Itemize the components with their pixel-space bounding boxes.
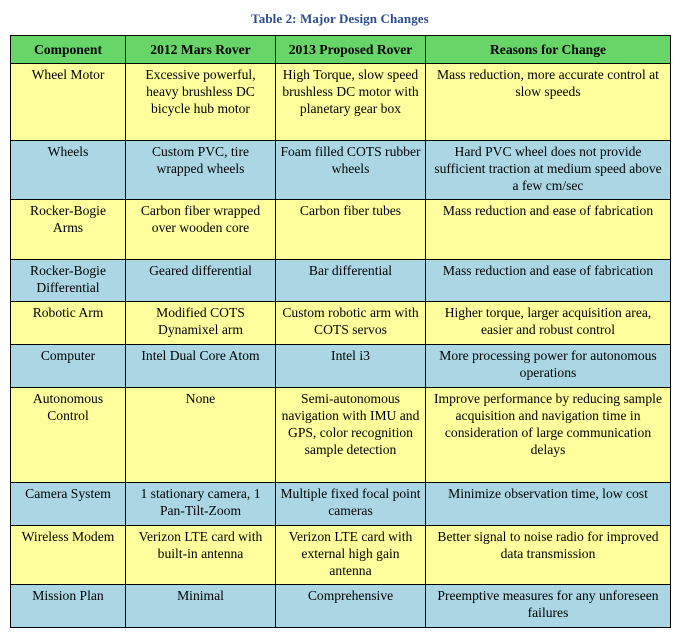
cell-2013: Comprehensive bbox=[276, 585, 426, 628]
cell-2013: Intel i3 bbox=[276, 345, 426, 388]
cell-reason: Hard PVC wheel does not provide sufficient traction at medium speed above a few cm/sec bbox=[426, 141, 671, 200]
cell-reason: Minimize observation time, low cost bbox=[426, 483, 671, 526]
cell-reason: Mass reduction, more accurate control at slow speeds bbox=[426, 64, 671, 141]
table-row bbox=[11, 302, 671, 345]
cell-component: Autonomous Control bbox=[11, 388, 126, 483]
table-row bbox=[11, 483, 671, 526]
table-row bbox=[11, 260, 671, 302]
cell-component: Mission Plan bbox=[11, 585, 126, 628]
header-2012-rover: 2012 Mars Rover bbox=[126, 36, 276, 64]
cell-reason: Improve performance by reducing sample acquisition and navigation time in consideration of large communication delays bbox=[426, 388, 671, 483]
header-component: Component bbox=[11, 36, 126, 64]
cell-reason: Better signal to noise radio for improved data transmission bbox=[426, 526, 671, 585]
cell-2012: None bbox=[126, 388, 276, 483]
design-changes-table bbox=[10, 35, 671, 628]
cell-reason: Mass reduction and ease of fabrication bbox=[426, 200, 671, 260]
cell-reason: Mass reduction and ease of fabrication bbox=[426, 260, 671, 302]
cell-2012: Verizon LTE card with built-in antenna bbox=[126, 526, 276, 585]
cell-2012: Custom PVC, tire wrapped wheels bbox=[126, 141, 276, 200]
cell-2012: Modified COTS Dynamixel arm bbox=[126, 302, 276, 345]
cell-component: Wheel Motor bbox=[11, 64, 126, 141]
table-row bbox=[11, 345, 671, 388]
cell-2012: 1 stationary camera, 1 Pan-Tilt-Zoom bbox=[126, 483, 276, 526]
cell-2012: Intel Dual Core Atom bbox=[126, 345, 276, 388]
cell-2013: Custom robotic arm with COTS servos bbox=[276, 302, 426, 345]
header-2013-rover: 2013 Proposed Rover bbox=[276, 36, 426, 64]
table-row bbox=[11, 64, 671, 141]
cell-component: Rocker-Bogie Arms bbox=[11, 200, 126, 260]
cell-2012: Carbon fiber wrapped over wooden core bbox=[126, 200, 276, 260]
table-row bbox=[11, 388, 671, 483]
cell-2012: Minimal bbox=[126, 585, 276, 628]
table-row bbox=[11, 526, 671, 585]
cell-reason: Higher torque, larger acquisition area, easier and robust control bbox=[426, 302, 671, 345]
cell-component: Wireless Modem bbox=[11, 526, 126, 585]
table-row bbox=[11, 141, 671, 200]
table-row bbox=[11, 200, 671, 260]
cell-component: Camera System bbox=[11, 483, 126, 526]
cell-2013: Multiple fixed focal point cameras bbox=[276, 483, 426, 526]
cell-component: Wheels bbox=[11, 141, 126, 200]
cell-component: Rocker-Bogie Differential bbox=[11, 260, 126, 302]
header-row bbox=[11, 36, 671, 64]
cell-2013: Foam filled COTS rubber wheels bbox=[276, 141, 426, 200]
cell-2012: Excessive powerful, heavy brushless DC bicycle hub motor bbox=[126, 64, 276, 141]
cell-2013: Bar differential bbox=[276, 260, 426, 302]
cell-component: Robotic Arm bbox=[11, 302, 126, 345]
cell-reason: Preemptive measures for any unforeseen failures bbox=[426, 585, 671, 628]
header-reasons: Reasons for Change bbox=[426, 36, 671, 64]
cell-2013: Semi-autonomous navigation with IMU and GPS, color recognition sample detection bbox=[276, 388, 426, 483]
cell-2012: Geared differential bbox=[126, 260, 276, 302]
cell-reason: More processing power for autonomous operations bbox=[426, 345, 671, 388]
table-row bbox=[11, 585, 671, 628]
cell-2013: Verizon LTE card with external high gain antenna bbox=[276, 526, 426, 585]
cell-component: Computer bbox=[11, 345, 126, 388]
cell-2013: High Torque, slow speed brushless DC motor with planetary gear box bbox=[276, 64, 426, 141]
cell-2013: Carbon fiber tubes bbox=[276, 200, 426, 260]
table-caption: Table 2: Major Design Changes bbox=[251, 11, 429, 26]
